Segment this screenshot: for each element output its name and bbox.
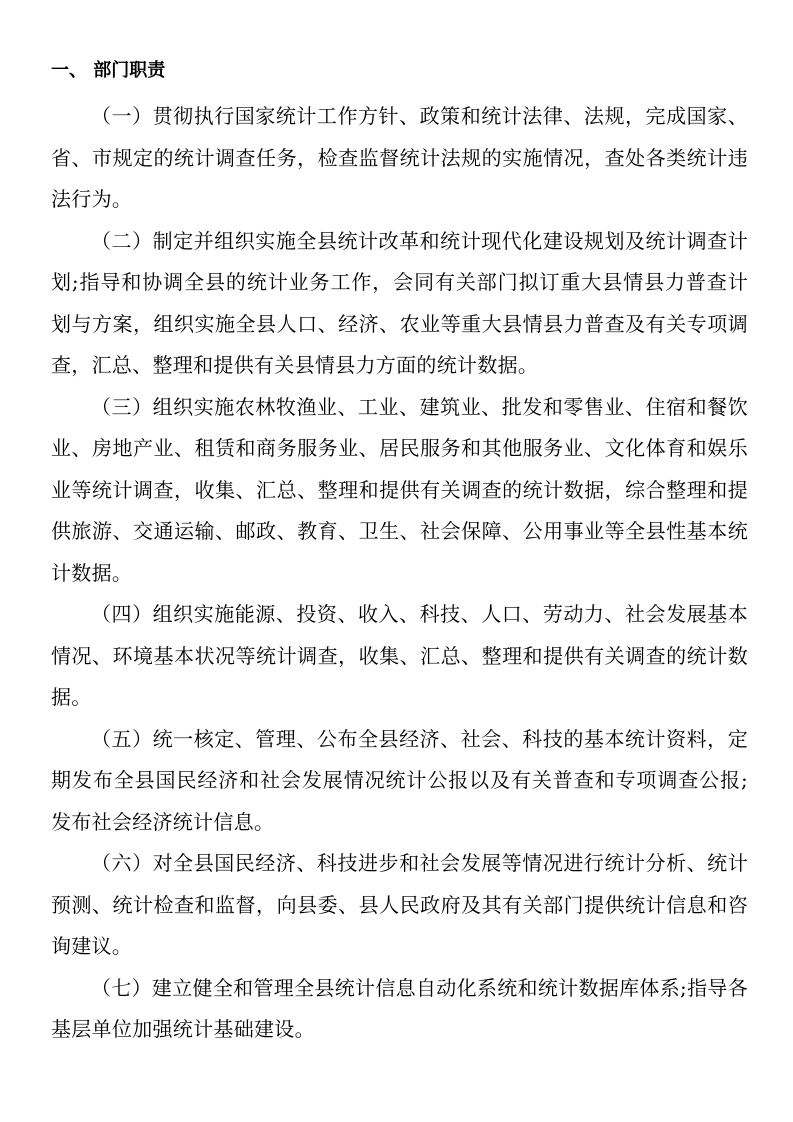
duty-paragraph-2: （二）制定并组织实施全县统计改革和统计现代化建设规划及统计调查计划;指导和协调全县的统计业务工作，会同有关部门拟订重大县情县力普查计划与方案，组织实施全县人口、经济、农业等重大县情县力普查及有关专项调查，汇总、整理和提供有关县情县力方面的统计数据。 bbox=[51, 228, 748, 377]
duty-paragraph-7: （七）建立健全和管理全县统计信息自动化系统和统计数据库体系;指导各基层单位加强统计基础建设。 bbox=[51, 975, 748, 1041]
duty-paragraph-5: （五）统一核定、管理、公布全县经济、社会、科技的基本统计资料，定期发布全县国民经济和社会发展情况统计公报以及有关普查和专项调查公报;发布社会经济统计信息。 bbox=[51, 726, 748, 834]
duty-paragraph-1: （一）贯彻执行国家统计工作方针、政策和统计法律、法规，完成国家、省、市规定的统计调查任务，检查监督统计法规的实施情况，查处各类统计违法行为。 bbox=[51, 104, 748, 211]
section-heading: 一、 部门职责 bbox=[51, 60, 166, 81]
duty-paragraph-3: （三）组织实施农林牧渔业、工业、建筑业、批发和零售业、住宿和餐饮业、房地产业、租赁和商务服务业、居民服务和其他服务业、文化体育和娱乐业等统计调查，收集、汇总、整理和提供有关调查的统计数据，综合整理和提供旅游、交通运输、邮政、教育、卫生、社会保障、公用事业等全县性基本统计数据。 bbox=[51, 394, 748, 585]
duty-paragraph-4: （四）组织实施能源、投资、收入、科技、人口、劳动力、社会发展基本情况、环境基本状况等统计调查，收集、汇总、整理和提供有关调查的统计数据。 bbox=[51, 602, 748, 709]
duty-paragraph-6: （六）对全县国民经济、科技进步和社会发展等情况进行统计分析、统计预测、统计检查和监督，向县委、县人民政府及其有关部门提供统计信息和咨询建议。 bbox=[51, 851, 748, 958]
